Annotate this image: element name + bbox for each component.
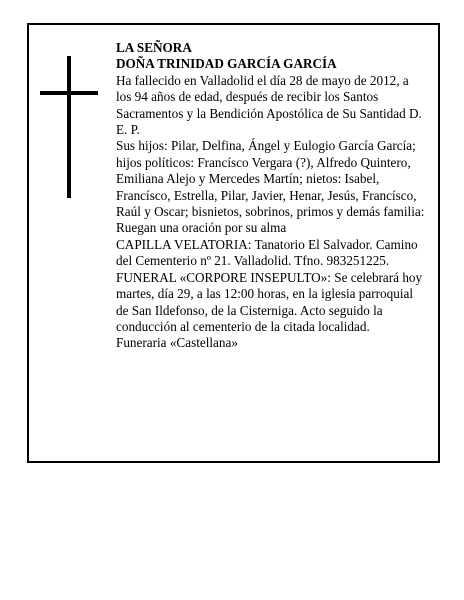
- death-announcement: Ha fallecido en Valladolid el día 28 de mayo de 2012, a los 94 años de edad, después de recibir los Santos Sacramentos y la Bendición Apostólica de Su Santidad D. E. P.: [116, 72, 422, 138]
- funeral-home: Funeraria «Castellana»: [116, 335, 238, 351]
- prayer-request: Ruegan una oración por su alma: [116, 220, 287, 236]
- obituary-text: [116, 40, 426, 352]
- cross-icon: [40, 56, 98, 198]
- obituary-notice: [27, 23, 440, 463]
- notice-title-line-1: LA SEÑORA: [116, 40, 192, 55]
- deceased-name: DOÑA TRINIDAD GARCÍA GARCÍA: [116, 56, 337, 72]
- chapel-info: CAPILLA VELATORIA: Tanatorio El Salvador. Camino del Cementerio nº 21. Valladolid. Tfno. 983251225.: [116, 236, 418, 269]
- funeral-info: FUNERAL «CORPORE INSEPULTO»: Se celebrará hoy martes, día 29, a las 12:00 horas, en la iglesia parroquial de San Ildefonso, de la Cisterniga. Acto seguido la conducción al cementerio de la citada localidad.: [116, 269, 423, 334]
- family-list: Sus hijos: Pilar, Delfina, Ángel y Eulogio García García; hijos políticos: Francísco Vergara (?), Alfredo Quintero, Emiliana Alejo y Mercedes Martín; nietos: Isabel, Francísco, Estrella, Pilar, Javier, Henar, Jesús, Francísco, Raúl y Oscar; bisnietos, sobrinos, primos y demás familia:: [116, 138, 425, 220]
